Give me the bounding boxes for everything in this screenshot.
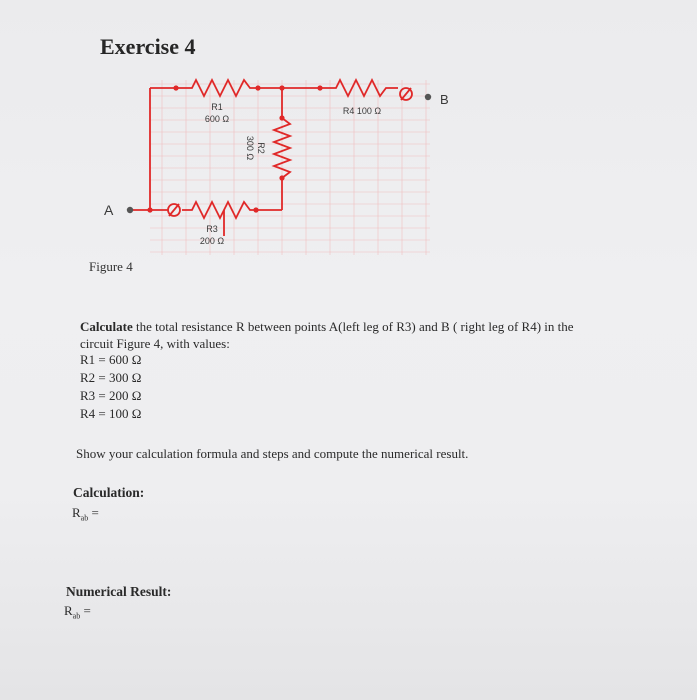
num-r-symbol: R: [64, 603, 73, 618]
r3-value-label: 200 Ω: [199, 236, 225, 246]
num-equals: =: [80, 603, 91, 618]
resistor-r3: [182, 202, 256, 218]
prompt-lead-word: Calculate: [80, 319, 133, 334]
junction-dots: [147, 85, 322, 212]
prompt-line-1: the total resistance R between points A(left leg of R3) and B ( right leg of R4) in the: [132, 319, 574, 334]
r2-name-label: R2: [256, 142, 266, 154]
r3-name-label: R3: [206, 224, 218, 234]
figure-caption: Figure 4: [89, 259, 133, 274]
r2-label-group: [245, 136, 266, 161]
problem-statement: [80, 318, 660, 352]
node-a-label: A: [104, 202, 114, 218]
numerical-rab-line: [64, 603, 91, 621]
resistor-r1: [176, 80, 258, 96]
calc-r-subscript: ab: [80, 513, 89, 523]
r1-name-label: R1: [211, 102, 223, 112]
circuit-wires: [130, 88, 320, 236]
node-b-label: B: [440, 92, 449, 107]
terminal-b-dot: [425, 94, 431, 100]
circuit-figure: [0, 0, 697, 300]
numerical-result-heading: Numerical Result:: [66, 584, 172, 599]
value-r2: R2 = 300 Ω: [80, 370, 142, 385]
value-r4: R4 = 100 Ω: [80, 406, 142, 421]
r2-value-label: 300 Ω: [245, 135, 255, 161]
grid-lines: [150, 80, 430, 255]
resistor-r4: [320, 80, 398, 96]
calc-equals: =: [88, 505, 99, 520]
instruction-text: Show your calculation formula and steps and compute the numerical result.: [76, 446, 469, 461]
exercise-title: Exercise 4: [100, 34, 196, 59]
terminal-a-dot: [127, 207, 133, 213]
calculation-heading: Calculation:: [73, 485, 145, 500]
r1-value-label: 600 Ω: [204, 114, 230, 124]
calc-r-symbol: R: [72, 505, 81, 520]
calculation-rab-line: [72, 505, 99, 523]
value-r3: R3 = 200 Ω: [80, 388, 142, 403]
num-r-subscript: ab: [72, 611, 81, 621]
value-r1: R1 = 600 Ω: [80, 352, 142, 367]
r4-label: R4 100 Ω: [342, 106, 382, 116]
prompt-line-2: circuit Figure 4, with values:: [80, 336, 230, 351]
